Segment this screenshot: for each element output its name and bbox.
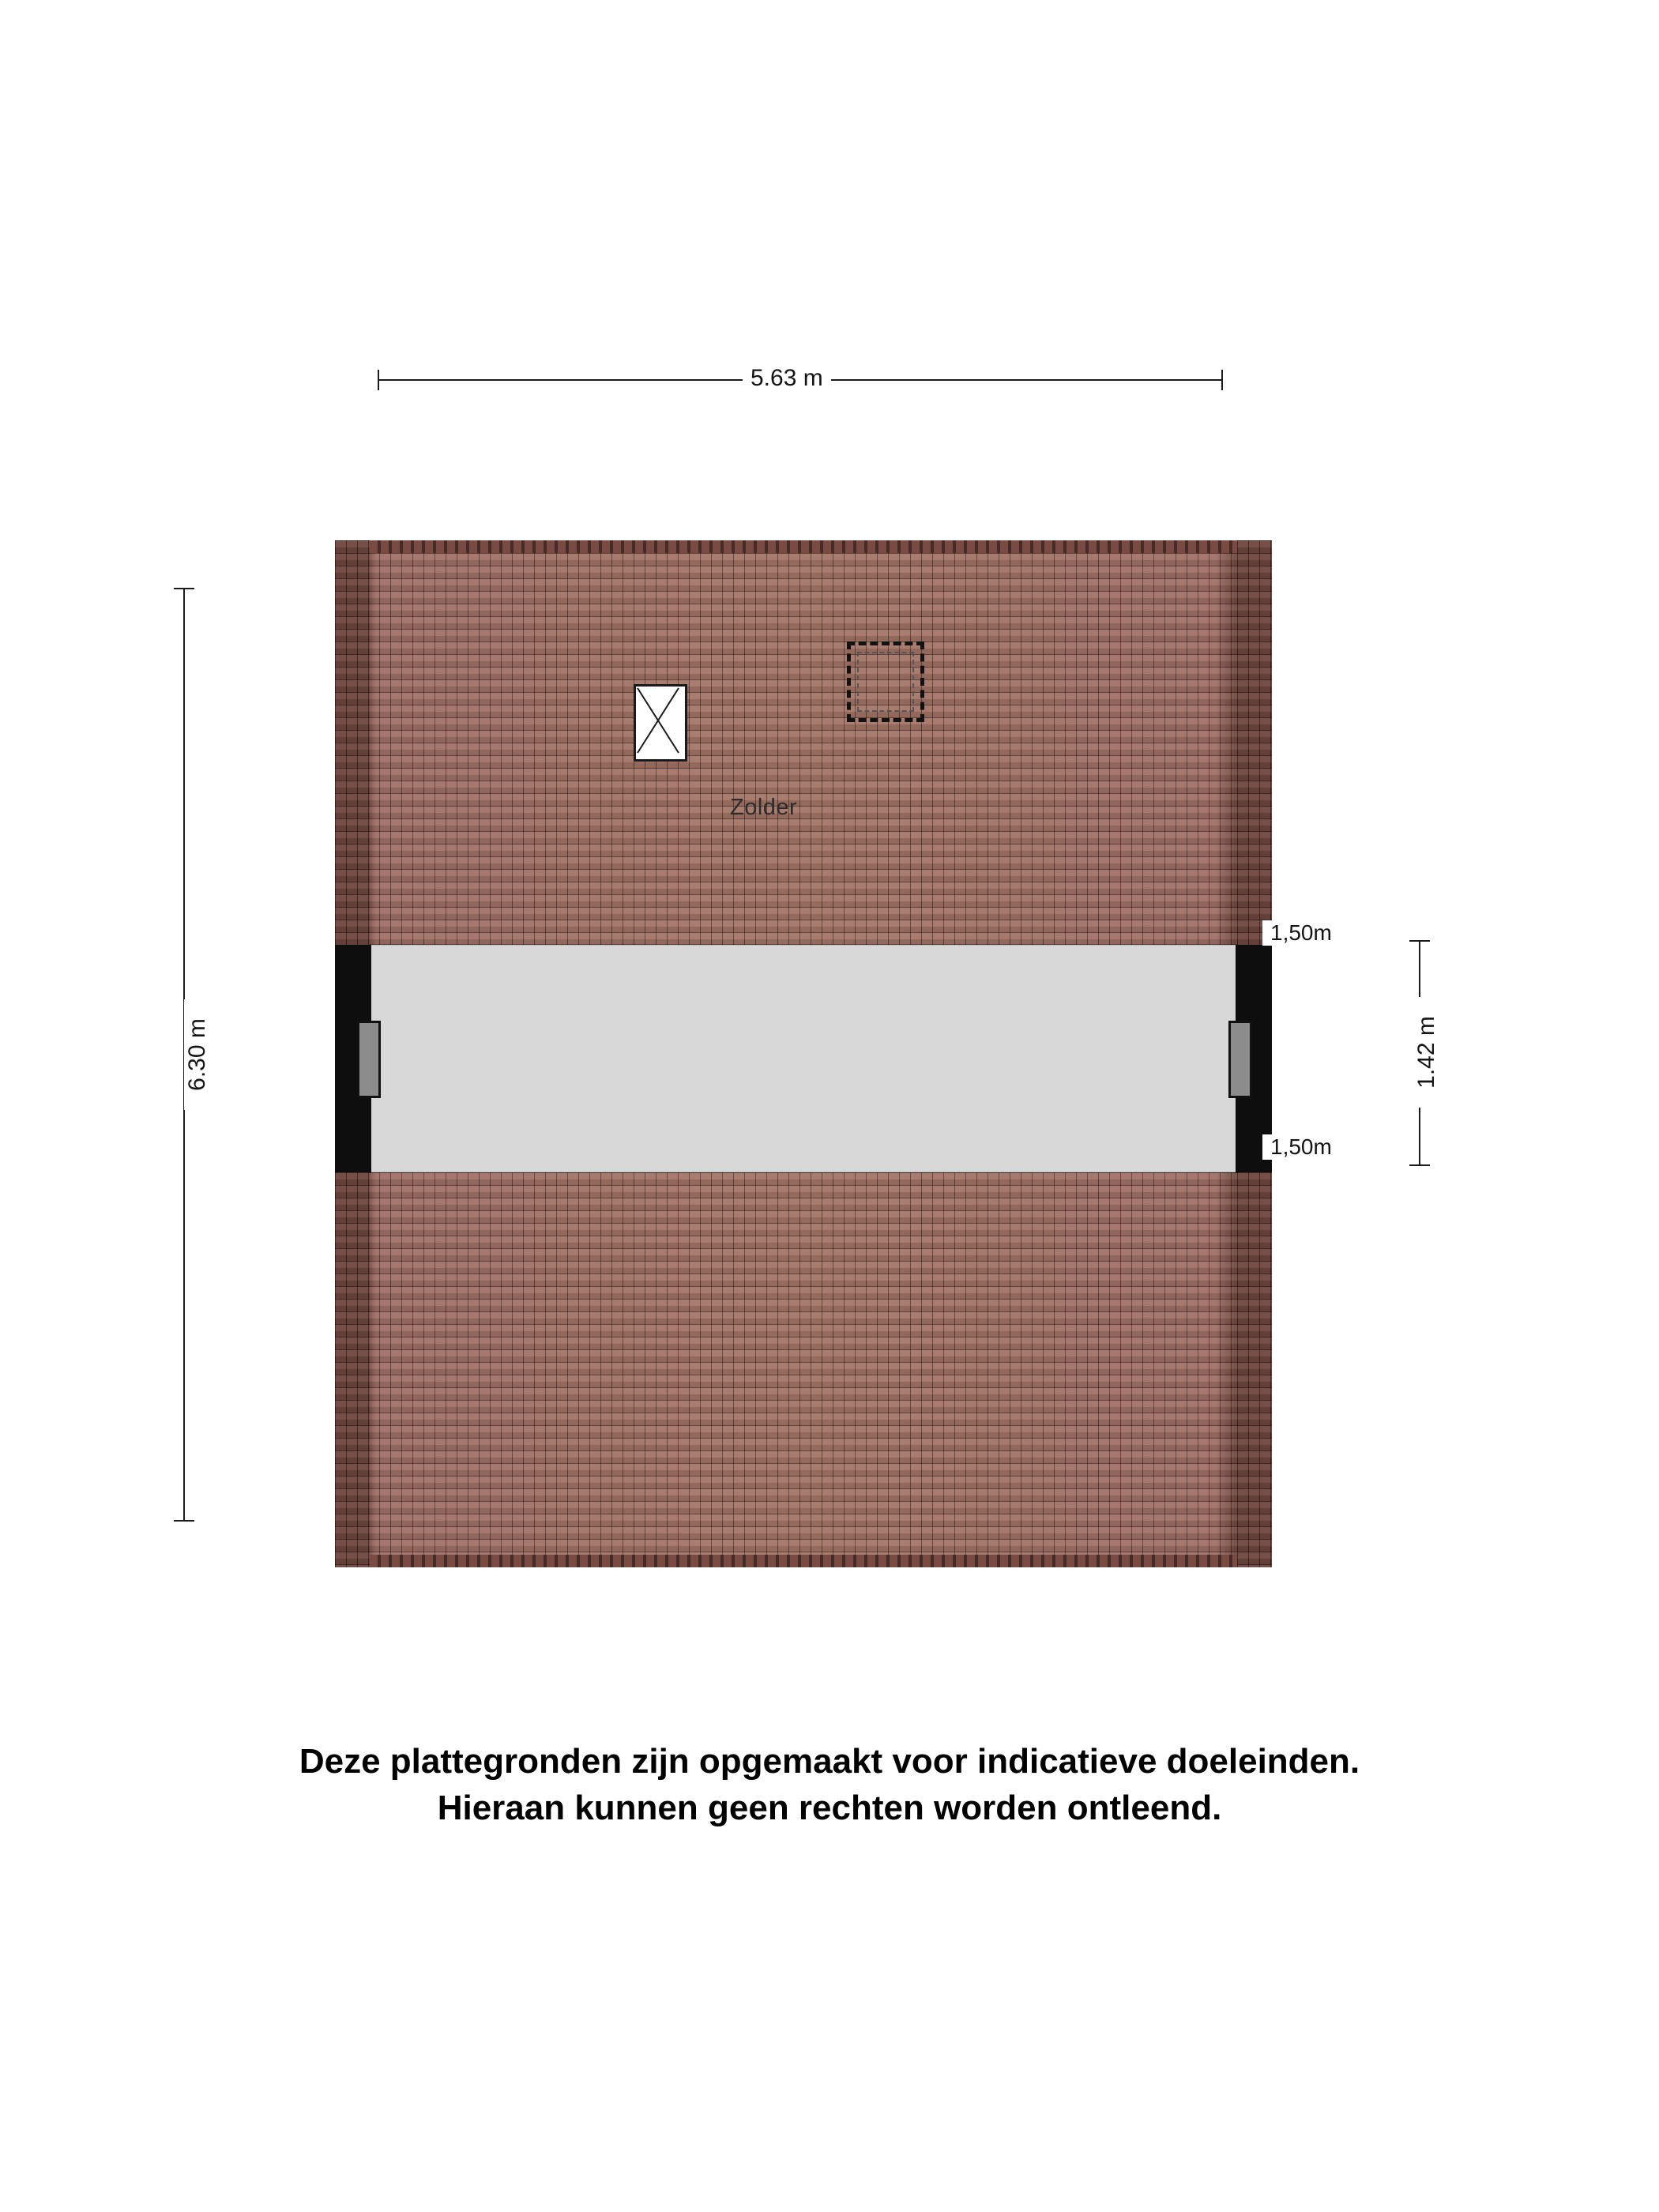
floorplan-plan-block — [335, 540, 1272, 1567]
roof-surface-upper — [335, 540, 1272, 945]
dimension-tick-top-left — [174, 588, 194, 589]
dimension-label-height-left: 6.30 m — [184, 999, 211, 1110]
dashed-opening-void — [847, 641, 924, 722]
roof-verge-lower-left — [335, 1172, 370, 1567]
roof-hatch-box — [634, 684, 687, 762]
dimension-tick-inner-bottom — [1409, 1164, 1430, 1166]
roof-verge-upper-right — [1237, 540, 1272, 945]
hatch-cross-icon — [636, 687, 680, 754]
dimension-label-inner-height-right: 1.42 m — [1413, 997, 1440, 1108]
roof-ridge-top — [335, 540, 1272, 553]
window-right — [1228, 1021, 1252, 1098]
attic-floor-area — [335, 945, 1272, 1172]
dashed-opening-inner — [857, 652, 914, 712]
dimension-tick-bottom-left — [174, 1520, 194, 1522]
disclaimer-line-1: Deze plattegronden zijn opgemaakt voor indicatieve doeleinden. — [299, 1742, 1360, 1781]
roof-surface-lower — [335, 1172, 1272, 1567]
dimension-label-width-top: 5.63 m — [743, 365, 831, 392]
roof-verge-upper-left — [335, 540, 370, 945]
room-label-zolder: Zolder — [730, 795, 798, 820]
roof-verge-lower-right — [1237, 1172, 1272, 1567]
dimension-label-right-upper-slope: 1,50m — [1262, 920, 1340, 946]
dimension-tick-inner-top — [1409, 940, 1430, 942]
roof-ridge-bottom — [335, 1555, 1272, 1567]
window-left — [357, 1021, 381, 1098]
dimension-tick-left — [378, 370, 379, 390]
disclaimer-line-2: Hieraan kunnen geen rechten worden ontleend. — [437, 1789, 1222, 1828]
dimension-tick-right — [1221, 370, 1223, 390]
dimension-label-right-lower-slope: 1,50m — [1262, 1134, 1340, 1160]
disclaimer-text — [0, 1738, 1659, 1832]
